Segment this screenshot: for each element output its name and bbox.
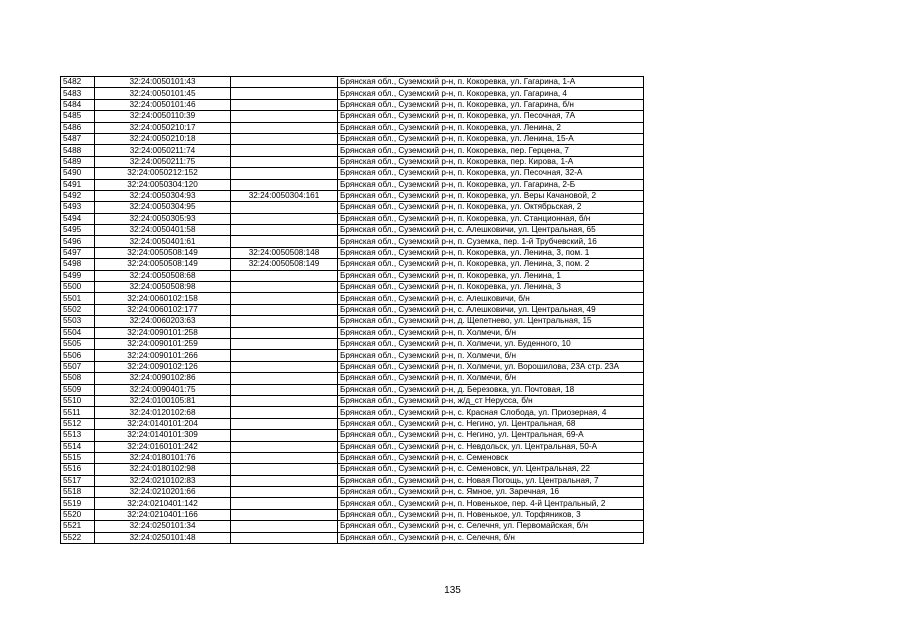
cadastral-number-cell: 32:24:0050110:39 xyxy=(95,111,231,122)
address-cell: Брянская обл., Суземский р-н, п. Кокоревка, ул. Ленина, 3, пом. 1 xyxy=(338,247,644,258)
cadastral-number-cell: 32:24:0050508:68 xyxy=(95,270,231,281)
table-row xyxy=(61,452,644,463)
previous-number-cell xyxy=(231,441,338,452)
table-row xyxy=(61,316,644,327)
row-number-cell: 5514 xyxy=(61,441,95,452)
table-row xyxy=(61,304,644,315)
row-number-cell: 5497 xyxy=(61,247,95,258)
cadastral-number-cell: 32:24:0210401:142 xyxy=(95,498,231,509)
previous-number-cell xyxy=(231,145,338,156)
table-row xyxy=(61,77,644,88)
table-row xyxy=(61,168,644,179)
address-cell: Брянская обл., Суземский р-н, п. Суземка, пер. 1-й Трубчевский, 16 xyxy=(338,236,644,247)
table-row xyxy=(61,99,644,110)
row-number-cell: 5519 xyxy=(61,498,95,509)
row-number-cell: 5486 xyxy=(61,122,95,133)
cadastral-number-cell: 32:24:0050508:149 xyxy=(95,247,231,258)
cadastral-number-cell: 32:24:0210102:83 xyxy=(95,475,231,486)
address-cell: Брянская обл., Суземский р-н, п. Новенькое, ул. Торфяников, 3 xyxy=(338,509,644,520)
address-cell: Брянская обл., Суземский р-н, п. Кокоревка, пер. Герцена, 7 xyxy=(338,145,644,156)
address-cell: Брянская обл., Суземский р-н, п. Кокоревка, ул. Гагарина, б/н xyxy=(338,99,644,110)
row-number-cell: 5491 xyxy=(61,179,95,190)
row-number-cell: 5490 xyxy=(61,168,95,179)
row-number-cell: 5489 xyxy=(61,156,95,167)
cadastral-number-cell: 32:24:0050211:75 xyxy=(95,156,231,167)
cadastral-number-cell: 32:24:0050508:149 xyxy=(95,259,231,270)
address-cell: Брянская обл., Суземский р-н, с. Негино, ул. Центральная, 68 xyxy=(338,418,644,429)
cadastral-number-cell: 32:24:0090101:258 xyxy=(95,327,231,338)
table-row xyxy=(61,270,644,281)
row-number-cell: 5517 xyxy=(61,475,95,486)
address-cell: Брянская обл., Суземский р-н, с. Алешковичи, б/н xyxy=(338,293,644,304)
table-row xyxy=(61,361,644,372)
previous-number-cell xyxy=(231,327,338,338)
address-cell: Брянская обл., Суземский р-н, с. Семеновск xyxy=(338,452,644,463)
address-cell: Брянская обл., Суземский р-н, п. Кокоревка, ул. Песочная, 32-А xyxy=(338,168,644,179)
row-number-cell: 5511 xyxy=(61,407,95,418)
address-cell: Брянская обл., Суземский р-н, п. Кокоревка, пер. Кирова, 1-А xyxy=(338,156,644,167)
address-cell: Брянская обл., Суземский р-н, п. Кокоревка, ул. Октябрьская, 2 xyxy=(338,202,644,213)
table-row xyxy=(61,133,644,144)
cadastral-number-cell: 32:24:0140101:204 xyxy=(95,418,231,429)
previous-number-cell xyxy=(231,452,338,463)
address-cell: Брянская обл., Суземский р-н, п. Кокоревка, ул. Веры Качановой, 2 xyxy=(338,190,644,201)
row-number-cell: 5499 xyxy=(61,270,95,281)
row-number-cell: 5502 xyxy=(61,304,95,315)
cadastral-number-cell: 32:24:0050304:93 xyxy=(95,190,231,201)
cadastral-number-cell: 32:24:0180101:76 xyxy=(95,452,231,463)
address-cell: Брянская обл., Суземский р-н, с. Красная Слобода, ул. Приозерная, 4 xyxy=(338,407,644,418)
address-cell: Брянская обл., Суземский р-н, п. Кокоревка, ул. Станционная, б/н xyxy=(338,213,644,224)
table-row xyxy=(61,88,644,99)
table-row xyxy=(61,156,644,167)
cadastral-number-cell: 32:24:0090102:86 xyxy=(95,373,231,384)
cadastral-number-cell: 32:24:0060102:177 xyxy=(95,304,231,315)
table-row xyxy=(61,202,644,213)
page-number: 135 xyxy=(444,585,461,596)
cadastral-number-cell: 32:24:0050401:61 xyxy=(95,236,231,247)
row-number-cell: 5513 xyxy=(61,430,95,441)
cadastral-number-cell: 32:24:0180102:98 xyxy=(95,464,231,475)
row-number-cell: 5507 xyxy=(61,361,95,372)
previous-number-cell xyxy=(231,532,338,543)
address-cell: Брянская обл., Суземский р-н, п. Кокоревка, ул. Ленина, 2 xyxy=(338,122,644,133)
cadastral-number-cell: 32:24:0050508:98 xyxy=(95,282,231,293)
address-cell: Брянская обл., Суземский р-н, с. Ямное, ул. Заречная, 16 xyxy=(338,487,644,498)
address-cell: Брянская обл., Суземский р-н, п. Кокоревка, ул. Гагарина, 2-Б xyxy=(338,179,644,190)
table-row xyxy=(61,418,644,429)
address-cell: Брянская обл., Суземский р-н, п. Кокоревка, ул. Гагарина, 1-А xyxy=(338,77,644,88)
row-number-cell: 5515 xyxy=(61,452,95,463)
previous-number-cell xyxy=(231,475,338,486)
previous-number-cell xyxy=(231,133,338,144)
row-number-cell: 5494 xyxy=(61,213,95,224)
address-cell: Брянская обл., Суземский р-н, п. Холмечи, ул. Ворошилова, 23А стр. 23А xyxy=(338,361,644,372)
row-number-cell: 5488 xyxy=(61,145,95,156)
previous-number-cell xyxy=(231,225,338,236)
row-number-cell: 5503 xyxy=(61,316,95,327)
cadastral-number-cell: 32:24:0050211:74 xyxy=(95,145,231,156)
table-row xyxy=(61,225,644,236)
previous-number-cell xyxy=(231,395,338,406)
table-row xyxy=(61,521,644,532)
address-cell: Брянская обл., Суземский р-н, п. Кокоревка, ул. Ленина, 3, пом. 2 xyxy=(338,259,644,270)
previous-number-cell xyxy=(231,168,338,179)
previous-number-cell xyxy=(231,430,338,441)
row-number-cell: 5510 xyxy=(61,395,95,406)
row-number-cell: 5520 xyxy=(61,509,95,520)
cadastral-number-cell: 32:24:0210401:166 xyxy=(95,509,231,520)
address-cell: Брянская обл., Суземский р-н, п. Новенькое, пер. 4-й Центральный, 2 xyxy=(338,498,644,509)
table-row xyxy=(61,350,644,361)
table-row xyxy=(61,441,644,452)
row-number-cell: 5495 xyxy=(61,225,95,236)
cadastral-number-cell: 32:24:0060203:63 xyxy=(95,316,231,327)
table-row xyxy=(61,282,644,293)
previous-number-cell xyxy=(231,521,338,532)
row-number-cell: 5505 xyxy=(61,338,95,349)
previous-number-cell xyxy=(231,202,338,213)
cadastral-number-cell: 32:24:0050210:18 xyxy=(95,133,231,144)
row-number-cell: 5501 xyxy=(61,293,95,304)
row-number-cell: 5487 xyxy=(61,133,95,144)
table-row xyxy=(61,111,644,122)
row-number-cell: 5508 xyxy=(61,373,95,384)
address-cell: Брянская обл., Суземский р-н, ж/д_ст Неруcса, б/н xyxy=(338,395,644,406)
row-number-cell: 5492 xyxy=(61,190,95,201)
table-row xyxy=(61,236,644,247)
cadastral-number-cell: 32:24:0210201:66 xyxy=(95,487,231,498)
cadastral-number-cell: 32:24:0090102:126 xyxy=(95,361,231,372)
previous-number-cell xyxy=(231,282,338,293)
row-number-cell: 5485 xyxy=(61,111,95,122)
previous-number-cell xyxy=(231,361,338,372)
cadastral-number-cell: 32:24:0090401:75 xyxy=(95,384,231,395)
table-row xyxy=(61,407,644,418)
address-cell: Брянская обл., Суземский р-н, п. Холмечи, б/н xyxy=(338,327,644,338)
table-row xyxy=(61,509,644,520)
address-cell: Брянская обл., Суземский р-н, с. Селечня, ул. Первомайская, б/н xyxy=(338,521,644,532)
cadastral-number-cell: 32:24:0050101:45 xyxy=(95,88,231,99)
previous-number-cell: 32:24:0050508:149 xyxy=(231,259,338,270)
table-row xyxy=(61,213,644,224)
address-cell: Брянская обл., Суземский р-н, п. Кокоревка, ул. Гагарина, 4 xyxy=(338,88,644,99)
previous-number-cell xyxy=(231,111,338,122)
previous-number-cell: 32:24:0050304:161 xyxy=(231,190,338,201)
cadastral-number-cell: 32:24:0250101:34 xyxy=(95,521,231,532)
cadastral-number-cell: 32:24:0060102:158 xyxy=(95,293,231,304)
previous-number-cell xyxy=(231,464,338,475)
address-cell: Брянская обл., Суземский р-н, с. Невдольск, ул. Центральная, 50-А xyxy=(338,441,644,452)
address-cell: Брянская обл., Суземский р-н, с. Семеновск, ул. Центральная, 22 xyxy=(338,464,644,475)
table-row xyxy=(61,179,644,190)
address-cell: Брянская обл., Суземский р-н, п. Холмечи, б/н xyxy=(338,350,644,361)
cadastral-number-cell: 32:24:0120102:68 xyxy=(95,407,231,418)
cadastral-number-cell: 32:24:0050304:95 xyxy=(95,202,231,213)
address-cell: Брянская обл., Суземский р-н, п. Холмечи, ул. Буденного, 10 xyxy=(338,338,644,349)
cadastral-number-cell: 32:24:0250101:48 xyxy=(95,532,231,543)
table-row xyxy=(61,259,644,270)
address-cell: Брянская обл., Суземский р-н, с. Селечня, б/н xyxy=(338,532,644,543)
cadastral-number-cell: 32:24:0050304:120 xyxy=(95,179,231,190)
previous-number-cell xyxy=(231,498,338,509)
row-number-cell: 5504 xyxy=(61,327,95,338)
previous-number-cell xyxy=(231,77,338,88)
address-cell: Брянская обл., Суземский р-н, с. Негино, ул. Центральная, 69-А xyxy=(338,430,644,441)
address-cell: Брянская обл., Суземский р-н, п. Кокоревка, ул. Ленина, 1 xyxy=(338,270,644,281)
previous-number-cell xyxy=(231,293,338,304)
table-row xyxy=(61,293,644,304)
address-cell: Брянская обл., Суземский р-н, с. Алешковичи, ул. Центральная, 65 xyxy=(338,225,644,236)
row-number-cell: 5516 xyxy=(61,464,95,475)
cadastral-number-cell: 32:24:0050101:46 xyxy=(95,99,231,110)
previous-number-cell xyxy=(231,179,338,190)
table-row xyxy=(61,122,644,133)
previous-number-cell xyxy=(231,418,338,429)
row-number-cell: 5506 xyxy=(61,350,95,361)
address-cell: Брянская обл., Суземский р-н, д. Березовка, ул. Почтовая, 18 xyxy=(338,384,644,395)
previous-number-cell xyxy=(231,316,338,327)
cadastral-number-cell: 32:24:0050212:152 xyxy=(95,168,231,179)
table-row xyxy=(61,487,644,498)
cadastral-number-cell: 32:24:0140101:309 xyxy=(95,430,231,441)
row-number-cell: 5493 xyxy=(61,202,95,213)
registry-table xyxy=(60,76,644,544)
cadastral-number-cell: 32:24:0050210:17 xyxy=(95,122,231,133)
registry-table-body xyxy=(61,77,644,544)
table-row xyxy=(61,395,644,406)
previous-number-cell xyxy=(231,213,338,224)
previous-number-cell xyxy=(231,384,338,395)
cadastral-number-cell: 32:24:0090101:266 xyxy=(95,350,231,361)
table-row xyxy=(61,338,644,349)
address-cell: Брянская обл., Суземский р-н, п. Холмечи, б/н xyxy=(338,373,644,384)
previous-number-cell xyxy=(231,487,338,498)
previous-number-cell xyxy=(231,270,338,281)
address-cell: Брянская обл., Суземский р-н, п. Кокоревка, ул. Песочная, 7А xyxy=(338,111,644,122)
address-cell: Брянская обл., Суземский р-н, с. Новая Погощь, ул. Центральная, 7 xyxy=(338,475,644,486)
table-row xyxy=(61,464,644,475)
table-row xyxy=(61,145,644,156)
table-row xyxy=(61,498,644,509)
previous-number-cell xyxy=(231,407,338,418)
table-row xyxy=(61,373,644,384)
previous-number-cell xyxy=(231,304,338,315)
row-number-cell: 5500 xyxy=(61,282,95,293)
previous-number-cell xyxy=(231,99,338,110)
cadastral-number-cell: 32:24:0050101:43 xyxy=(95,77,231,88)
table-row xyxy=(61,475,644,486)
cadastral-number-cell: 32:24:0100105:81 xyxy=(95,395,231,406)
cadastral-number-cell: 32:24:0160101:242 xyxy=(95,441,231,452)
cadastral-number-cell: 32:24:0090101:259 xyxy=(95,338,231,349)
row-number-cell: 5482 xyxy=(61,77,95,88)
address-cell: Брянская обл., Суземский р-н, п. Кокоревка, ул. Ленина, 15-А xyxy=(338,133,644,144)
row-number-cell: 5484 xyxy=(61,99,95,110)
address-cell: Брянская обл., Суземский р-н, д. Щепетнево, ул. Центральная, 15 xyxy=(338,316,644,327)
address-cell: Брянская обл., Суземский р-н, п. Кокоревка, ул. Ленина, 3 xyxy=(338,282,644,293)
previous-number-cell xyxy=(231,236,338,247)
previous-number-cell xyxy=(231,338,338,349)
table-row xyxy=(61,532,644,543)
row-number-cell: 5509 xyxy=(61,384,95,395)
table-row xyxy=(61,384,644,395)
previous-number-cell: 32:24:0050508:148 xyxy=(231,247,338,258)
previous-number-cell xyxy=(231,122,338,133)
previous-number-cell xyxy=(231,156,338,167)
previous-number-cell xyxy=(231,350,338,361)
row-number-cell: 5518 xyxy=(61,487,95,498)
row-number-cell: 5522 xyxy=(61,532,95,543)
row-number-cell: 5483 xyxy=(61,88,95,99)
table-row xyxy=(61,247,644,258)
row-number-cell: 5521 xyxy=(61,521,95,532)
previous-number-cell xyxy=(231,88,338,99)
previous-number-cell xyxy=(231,509,338,520)
table-row xyxy=(61,430,644,441)
table-row xyxy=(61,190,644,201)
cadastral-number-cell: 32:24:0050401:58 xyxy=(95,225,231,236)
row-number-cell: 5498 xyxy=(61,259,95,270)
address-cell: Брянская обл., Суземский р-н, с. Алешковичи, ул. Центральная, 49 xyxy=(338,304,644,315)
cadastral-number-cell: 32:24:0050305:93 xyxy=(95,213,231,224)
table-row xyxy=(61,327,644,338)
row-number-cell: 5512 xyxy=(61,418,95,429)
row-number-cell: 5496 xyxy=(61,236,95,247)
previous-number-cell xyxy=(231,373,338,384)
